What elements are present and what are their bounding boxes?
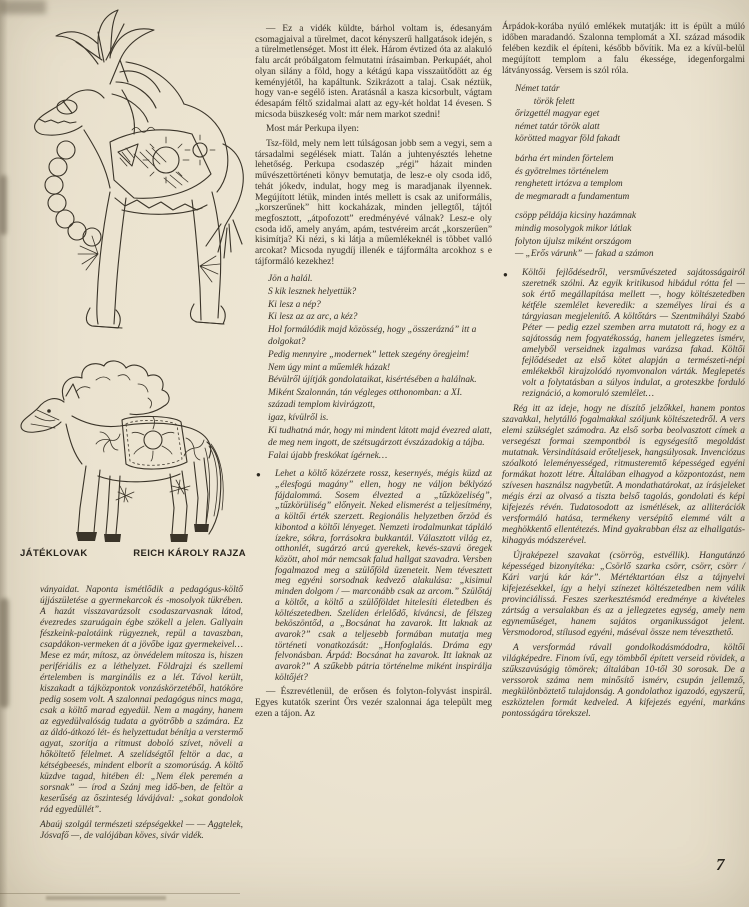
verse-line: Hol formálódik majd közösség, hogy „összerázná” itt a dolgokat? [268,324,479,348]
pony-drawing [10,358,246,544]
verse-line: csöpp példája kicsiny hazámnak [515,211,637,222]
right-column [502,22,745,724]
verse-line: igaz, kívülről is. [268,413,329,423]
verse-line: Pedig mennyire „modernek” lettek szegény öregjeim! [268,350,470,361]
verse-line: bárha ért minden förtelem [515,153,614,164]
scan-artifact [46,896,166,900]
toy-horse-illustration [14,2,246,336]
paragraph: — Észrevétlenül, de erősen és folyton-folyvást inspirál. Egyes kutatók szerint Örs vezér szalonnai ága települt meg ezen a tájon. Az [255,687,492,719]
scan-crease-line [0,893,240,894]
verse-line: Ki lesz a nép? [268,299,321,310]
pony-illustration [10,358,246,544]
verse-line: de megmaradt a fundamentum [515,191,630,202]
paragraph: Abaúj szolgál természeti szépségekkel — — Aggtelek, Jósvafő —, de valójában köves, sivár vidék. [40,820,243,841]
verse-line: Ki tudhatná már, hogy mi mindent látott majd évezred alatt, [268,425,492,436]
illustration-captions [20,548,246,559]
verse-line: — „Erős várunk” — fakad a számon [515,249,654,260]
paragraph: Tsz-föld, mely nem lett túlságosan jobb sem a vegyi, sem a társadalmi segélések miatt. Talán a juhtenyésztés lehetne lehetőség. Perkupa csodaszép „régi” házait minden művészettörténeti könyv bemutatja, de lesz-e oly csoda idő, tehát jókedv, indulat, hogy meg is maradjanak ilyennek. Megújított létük, minden intés mellett is csak az uniformális, „korszerűnek” hitt kockaházak, minden jellegtől, tájtól megfosztott, „átpofozott” eredményévé válnak? Lesz-e oly csoda idő, amely anyám, apám, testvéreim arcát „korszerűen” kisimítja? Ki nézi, s ki látja a műemlékeknél is többet valló arcokat? Micsoda nyugdíj illenék e tájformálta arcokhoz s e tájformáló kezekhez! [255,139,492,267]
verse-line: német tatár török alatt [515,121,600,132]
bullet-paragraph: ● Lehet a költő közérzete rossz, kesernyés, mégis küzd az „élesfogú magány” ellen, hogy ne váljon béklyózó fájdalommá. Sosem élvezted a „tűzközeliség”, „tűzkörüliség” előnyeit. Neked elismerést a teljesítmény, a költői érték szerzett. Regionális helyzetben őrzöd és kibontod a költői lényeget. Nemzeti irodalmunkat tápláló ízekre, sókra, forrásokra bukkantál. Választott világ ez, otthonlét, sugárzó arcú gyerekek, kevés-szavú öregek között, ahol már nemcsak falud hallgat szavadra. Versben fogalmazod meg a szülőföld üzeneteit. Nem tévesztett meg egyéni sorsodnak kedvező alakulása: „kisimul minden dolgom / — marconább csak az arcom.” Szülőtáj a költőt, a költő a szülőföldet hitelesíti életedben és költészetedben. Szelíden érlelődő, kíváncsi, de félszeg beköszöntőd, a „Bocsánat ha zavarok. Itt laknak az avarok?” csak a teljesebb formában mutatja meg történeti vonatkozását: „Honfoglalás. Dráma egy felvonásban. Árpád: Bocsánat ha zavarok. Itt laknak az avarok?” A szűkebb pátria történelme miként inspirálja költőjét? [256,469,492,683]
paragraph: — Ez a vidék küldte, bárhol voltam is, édesanyám csomagjaival a türelmet, dacot kényszerű hallgatások idején, s a türelmetlenséget. Most itt élek. Három évtized óta az alakuló falu arcát próbálgatom felmutatni írásaimban. Perkupáét, ahol olyan silány a föld, hogy a kétágú kapa visszaütődött az ég keményjétől, ha kapáltunk. Szikrázott a talaj. Csak néztük, hogy van-e segélő isten. Aratásnál a kasza kicsorbult, vágtam édesapám féltő szidalmai alatt az egy-két holdat 14 évesen. S micsoda büszkeség volt: már nem markot szedni! [255,24,492,120]
verse-line: Ki lesz az az arc, a kéz? [268,312,358,323]
scan-edge-shadow [0,0,8,907]
toy-horse-drawing [14,2,246,336]
verse-line [515,203,745,210]
verse-line: de meg nem ingott, de szétsugárzott évszázadokig a tájba. [268,438,485,449]
verse-line: S kik lesznek helyettük? [268,287,357,298]
verse-block [515,83,745,261]
scan-artifact [0,598,9,708]
bullet-paragraph: ● Költői fejlődésedről, versművészeted sajátosságairól szeretnék szólni. Az egyik kritikusod hibádul rótta fel — sok értő megállapítása mellett —, hogy költészetedben kétféle szemlélet keveredik: a személyes lírai és a tárgyiasan megjelenítő. A költőtárs — Szentmihályi Szabó Péter — pedig ezzel szemben arra mutatott rá, hogy ez a sajátosság nem fogyatékosság, hanem jellegzetes ismérv, amelyből verseidnek izgalmas varázsa fakad. Költői fejlődésedet az első kötet alapján a természeti-népi emlékekből kirajzolódó nyomvonalon várták. Meglepetés volt a folytatásban a súlyos indulat, a groteszkbe forduló rezignáció, a komoruló szemlélet… [503,267,745,399]
verse-line: Német tatár [515,84,560,94]
verse-line: török felett [515,96,575,107]
left-column [40,585,243,846]
page-number: 7 [716,855,725,874]
verse-line: Nem úgy mint a műemlék házak! [268,362,391,373]
verse-line: és gyötrelmes történelem [515,166,609,177]
verse-line: körötted magyar föld fakadt [515,134,620,145]
verse-line: Miként Szalonnán, tán végleges otthonomban: a XI. századi templom kivirágzott, [268,387,465,411]
scan-artifact [0,175,7,235]
middle-column [255,24,492,724]
verse-line: Falai újabb freskókat ígérnek… [268,450,388,461]
verse-line: renghetett irtózva a templom [515,179,623,190]
caption-artist-credit: REICH KÁROLY RAJZA [133,548,246,559]
paragraph: Most már Perkupa ilyen: [266,124,359,135]
verse-block [268,273,492,462]
verse-line: Bévülről újítják gondolataikat, kisértésében a halálnak. [268,375,477,386]
verse-line: folyton újulsz miként országom [515,236,632,247]
bullet-icon: ● [256,470,261,480]
verse-line: Jön a halál. [268,274,313,285]
verse-line: mindig mosolygok mikor látlak [515,223,632,234]
bullet-icon: ● [503,269,508,279]
verse-line: őrizgettél magyar eget [515,109,600,120]
verse-line [515,146,745,153]
caption-title: JÁTÉKLOVAK [20,548,88,559]
paragraph: Újraképezel szavakat (csörrög, estvéllik). Hangutánzó képességed bizonyítéka: „Csörlő szarka csörr, csörr, csörr / Kári varjú kár kár”. Mértéktartóan élsz a tájnyelvi kifejezésekkel, így a helyi színezet költészetedben nem válik provinciálissá. Feszes szerkesztésmód eredménye a kivételes zártság a versalakban és az a jellegzetes egység, amely nem egyneműséget, hanem sajátos organikusságot jelent. Versmodorod, stílusod egyéni, máséval össze nem téveszthető. [502,550,745,638]
paragraph: Árpádok-korába nyúló emlékek mutatják: itt is épült a múló időben maradandó. Szalonna templomát a XI. század második felében kezdik el építeni, később bővítik. Ma ez a kívül-belül megújított templom a falu ékessége, idegenforgalmi látványosság. Versem is szól róla. [502,22,745,76]
paragraph: A versformád rávall gondolkodásmódodra, költői világképedre. Finom ívű, egy tömbből épített verseid rövidek, a szűkszavúságig tömörek; általában 10-től 30 sorosak. De a verssorok száma nem minősítő ismérv, csupán jellemző, megkülönböztető tulajdonság. A gondolathoz igazodó, egyszerű, eszköztelen formát kedveled. A kifejezés egyéni, markáns pontosságára törekszel. [502,642,745,719]
paragraph: ványaidat. Naponta ismétlődik a pedagógus-költő újjászületése a gyermekarcok és -mosolyok tükrében. A hazát visszavarázsolt csodaszarvasnak látod, évezredes szaruágain égbe szökell a jelen. Gallyain fészkeink-palotáink rügyeznek, repül a tavaszban, csapdákon-vermeken át a jövőbe igaz gyermekeivel… Mese ez már, mítosz, az önvédelem mítosza is, hiszen perifériális ez a léthelyzet. Földrajzi és szellemi értelemben is marginális ez a lét. Távol került, kiszakadt a tájközpontok vonzáskörzetéből, hatóköre pedig sosem volt. A szalonnai pedagógus nincs maga, csak a költő marad egyedül. Nem a magány, hanem az egyedülvalóság tudata a gyötrőbb a számára. Ez az áldó-átkozó lét- és helyzettudat bénítja a verstermő agyat, szorítja a ritmust doboló szívet, növeli a hőköltető félelmet. A szelídségtől feltör a dac, a kétségbeesés, mindent elborít a szomorúság. A költő küzdve tagad, hitében él: „Nem élek peremén a sorsnak” — írod a Szánj meg idő-ben, de feltör a keserűség az őszinteség lávájával: „sokat gondolok rád egyedüllét”. [40,585,243,815]
paragraph: Rég itt az ideje, hogy ne díszítő jelzőkkel, hanem pontos szavakkal, helytálló fogalmakkal szóljunk költészetedről. A vers elemi szükséglet számodra. Az első sorba beolvasztott címek a versegészt formai szempontból is egységesítő megoldást mutatnak. Versindításaid erőteljesek, hangsúlyosak. Invenciózus szóalkotó leleményességed, ritmusteremtő képességed egyéni formákat hozott létre. Általában elhagyod a központozást, nem szívesen használsz nagybetűt. A mondathatárokat, az írásjeleket mégis érzi az olvasó a tiszta belső tagolás, gondolati és képi kifejezés révén. Tudatosodott az ismétlések, az alliterációk versformáló hatása, termékeny versépítő elemmé vált a meghökkentő ellentétezés. Mind gyakrabban élsz az elhallgatás-kihagyás módszerével. [502,403,745,546]
